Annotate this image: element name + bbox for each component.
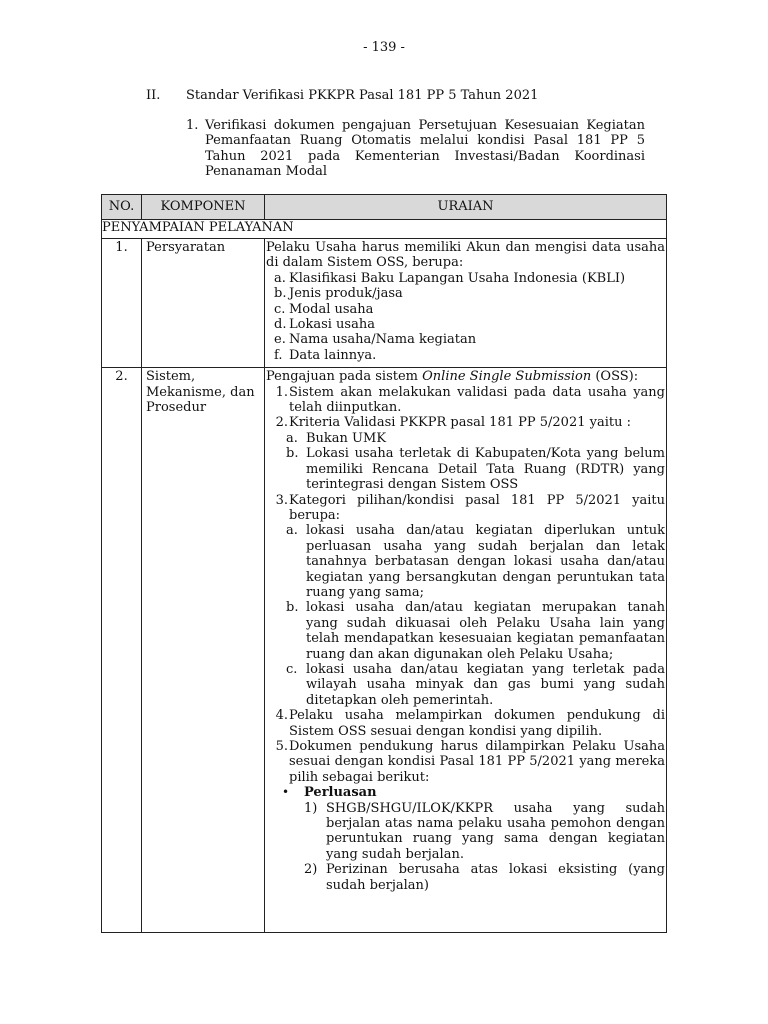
row1-komponen: Persyaratan xyxy=(142,239,265,368)
row1-uraian xyxy=(265,239,667,368)
section-number: II. xyxy=(146,88,161,103)
list-item: b. Lokasi usaha terletak di Kabupaten/Kota yang belum memiliki Rencana Detail Tata Ruang (RDTR) yang terintegrasi dengan Sistem OSS xyxy=(286,446,665,493)
list-item: a. lokasi usaha dan/atau kegiatan diperlukan untuk perluasan usaha yang sudah berjalan dan letak tanahnya berbatasan dengan lokasi usaha dan/atau kegiatan yang bersangkutan dengan peruntukan tata ruang yang sama; xyxy=(286,523,665,600)
bullet-icon: • xyxy=(282,785,290,800)
item-text: Verifikasi dokumen pengajuan Persetujuan Kesesuaian Kegiatan Pemanfaatan Ruang Otomatis melalui kondisi Pasal 181 PP 5 Tahun 2021 pada Kementerian Investasi/Badan Koordinasi Penanaman Modal xyxy=(205,118,645,180)
header-komponen: KOMPONEN xyxy=(142,195,265,220)
list-item: 2. Kriteria Validasi PKKPR pasal 181 PP 5/2021 yaitu : xyxy=(275,415,631,431)
table-header-row xyxy=(102,195,667,220)
list-item: b. lokasi usaha dan/atau kegiatan merupakan tanah yang sudah dikuasai oleh Pelaku Usaha lain yang telah mendapatkan kesesuaian kegiatan pemanfaatan ruang dan akan digunakan oleh Pelaku Usaha; xyxy=(286,600,665,662)
subheader-penyampaian: PENYAMPAIAN PELAYANAN xyxy=(102,220,667,239)
list-item: e. Nama usaha/Nama kegiatan xyxy=(274,332,477,348)
list-item: 1. Sistem akan melakukan validasi pada data usaha yang telah diinputkan. xyxy=(275,384,665,416)
list-item: 1) SHGB/SHGU/ILOK/KKPR usaha yang sudah berjalan atas nama pelaku usaha pemohon dengan peruntukan ruang yang sama dengan kegiatan yang sudah berjalan. xyxy=(304,800,665,862)
list-item: 2) Perizinan berusaha atas lokasi eksisting (yang sudah berjalan) xyxy=(304,862,665,893)
section-title: Standar Verifikasi PKKPR Pasal 181 PP 5 Tahun 2021 xyxy=(186,88,539,103)
list-item: d. Lokasi usaha xyxy=(274,317,375,333)
row2-no: 2. xyxy=(102,368,142,933)
row1-intro: Pelaku Usaha harus memiliki Akun dan mengisi data usaha di dalam Sistem OSS, berupa: xyxy=(266,240,665,271)
list-item: c. lokasi usaha dan/atau kegiatan yang terletak pada wilayah usaha minyak dan gas bumi yang sudah ditetapkan oleh pemerintah. xyxy=(286,661,665,708)
list-item: c. Modal usaha xyxy=(274,301,374,317)
list-item: a. Bukan UMK xyxy=(286,430,387,446)
item-number: 1. xyxy=(186,118,199,133)
header-no: NO. xyxy=(102,195,142,220)
row2-komponen: Sistem, Mekanisme, dan Prosedur xyxy=(142,368,265,933)
list-item: • Perluasan xyxy=(282,785,377,801)
list-item: a. Klasifikasi Baku Lapangan Usaha Indonesia (KBLI) xyxy=(274,270,626,286)
page-number: - 139 - xyxy=(363,40,405,55)
table-row xyxy=(102,368,667,933)
row2-intro: Pengajuan pada sistem Online Single Submission (OSS): xyxy=(266,369,639,385)
list-item: 4. Pelaku usaha melampirkan dokumen pendukung di Sistem OSS sesuai dengan kondisi yang dipilih. xyxy=(275,708,665,739)
header-uraian: URAIAN xyxy=(265,195,667,220)
list-item: 3. Kategori pilihan/kondisi pasal 181 PP 5/2021 yaitu berupa: xyxy=(275,492,665,523)
table-row xyxy=(102,239,667,368)
list-item: f. Data lainnya. xyxy=(274,347,377,363)
row1-no: 1. xyxy=(102,239,142,368)
list-item: 5. Dokumen pendukung harus dilampirkan Pelaku Usaha sesuai dengan kondisi Pasal 181 PP 5/2021 yang mereka pilih sebagai berikut: xyxy=(275,739,665,785)
list-item: b. Jenis produk/jasa xyxy=(274,286,403,302)
table-subheader-row xyxy=(102,220,667,239)
row2-uraian xyxy=(265,368,667,933)
verification-table xyxy=(101,194,667,933)
